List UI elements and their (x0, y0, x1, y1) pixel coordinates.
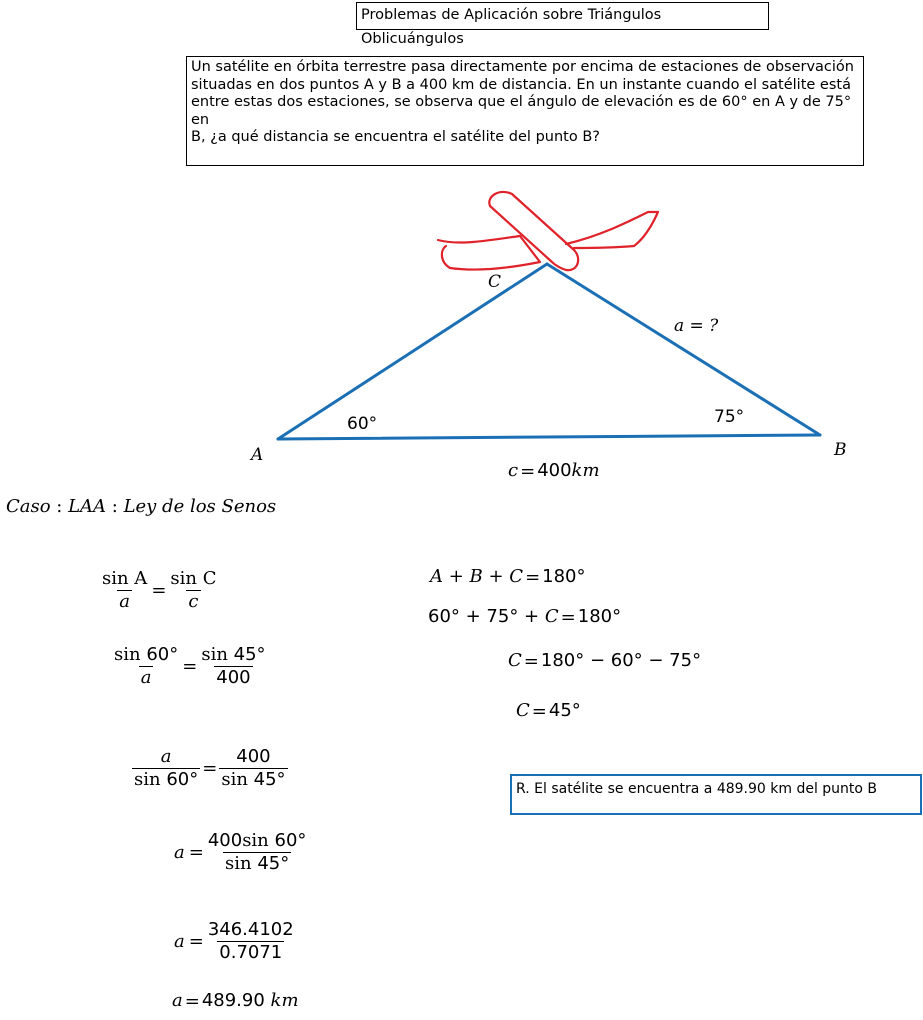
page-title: Problemas de Aplicación sobre Triángulos Oblicuángulos (361, 7, 662, 47)
formula-inverted: $\frac{a}{\sin 60^\circ}$ = $\frac{400}{\sin 45^\circ}$ (134, 746, 286, 790)
satellite-drawing (438, 192, 658, 270)
side-a-line (547, 264, 820, 435)
side-c-label: c = 400km (508, 460, 600, 482)
case-line: Caso : LAA : Ley de los Senos (6, 496, 277, 517)
answer-box (510, 774, 922, 815)
side-c-line (278, 435, 820, 439)
angle-sum-line-1: A + B + C = 180° (430, 566, 586, 588)
angle-a-label: 60° (347, 414, 378, 434)
angle-sum-line-2: 60° + 75° + C = 180° (428, 606, 622, 628)
angle-sum-line-4: C = 45° (516, 700, 581, 722)
formula-numeric: a = $\frac{346.4102}{0.7071}$ (174, 919, 294, 963)
angle-sum-line-3: C = 180° − 60° − 75° (508, 650, 702, 672)
vertex-c-label: C (488, 272, 502, 292)
vertex-b-label: B (834, 440, 847, 460)
answer-text: R. El satélite se encuentra a 489.90 km del punto B (516, 781, 878, 797)
side-b-line (278, 264, 547, 439)
formula-substitution: $\frac{\sin 60^\circ}{a}$ = $\frac{\sin 45^\circ}{400}$ (114, 644, 266, 688)
side-a-label: a = ? (674, 316, 719, 336)
formula-result: a = 489.90 km (172, 990, 299, 1012)
formula-law-of-sines: $\frac{\text{sin A}}{a}$ = $\frac{\text{sin C}}{c}$ (102, 568, 217, 612)
problem-line: situadas en dos puntos A y B a 400 km de distancia. En un instante cuando el satélite está (191, 76, 851, 93)
formula-solve-a: a = $\frac{400\sin 60^\circ}{\sin 45^\circ}$ (174, 830, 307, 874)
angle-b-label: 75° (714, 407, 745, 427)
problem-line: Un satélite en órbita terrestre pasa directamente por encima de estaciones de observación (191, 59, 854, 75)
problem-line: B, ¿a qué distancia se encuentra el satélite del punto B? (191, 129, 600, 145)
vertex-a-label: A (251, 445, 264, 465)
problem-line: entre estas dos estaciones, se observa que el ángulo de elevación es de 60° en A y de 75° en (191, 94, 852, 128)
